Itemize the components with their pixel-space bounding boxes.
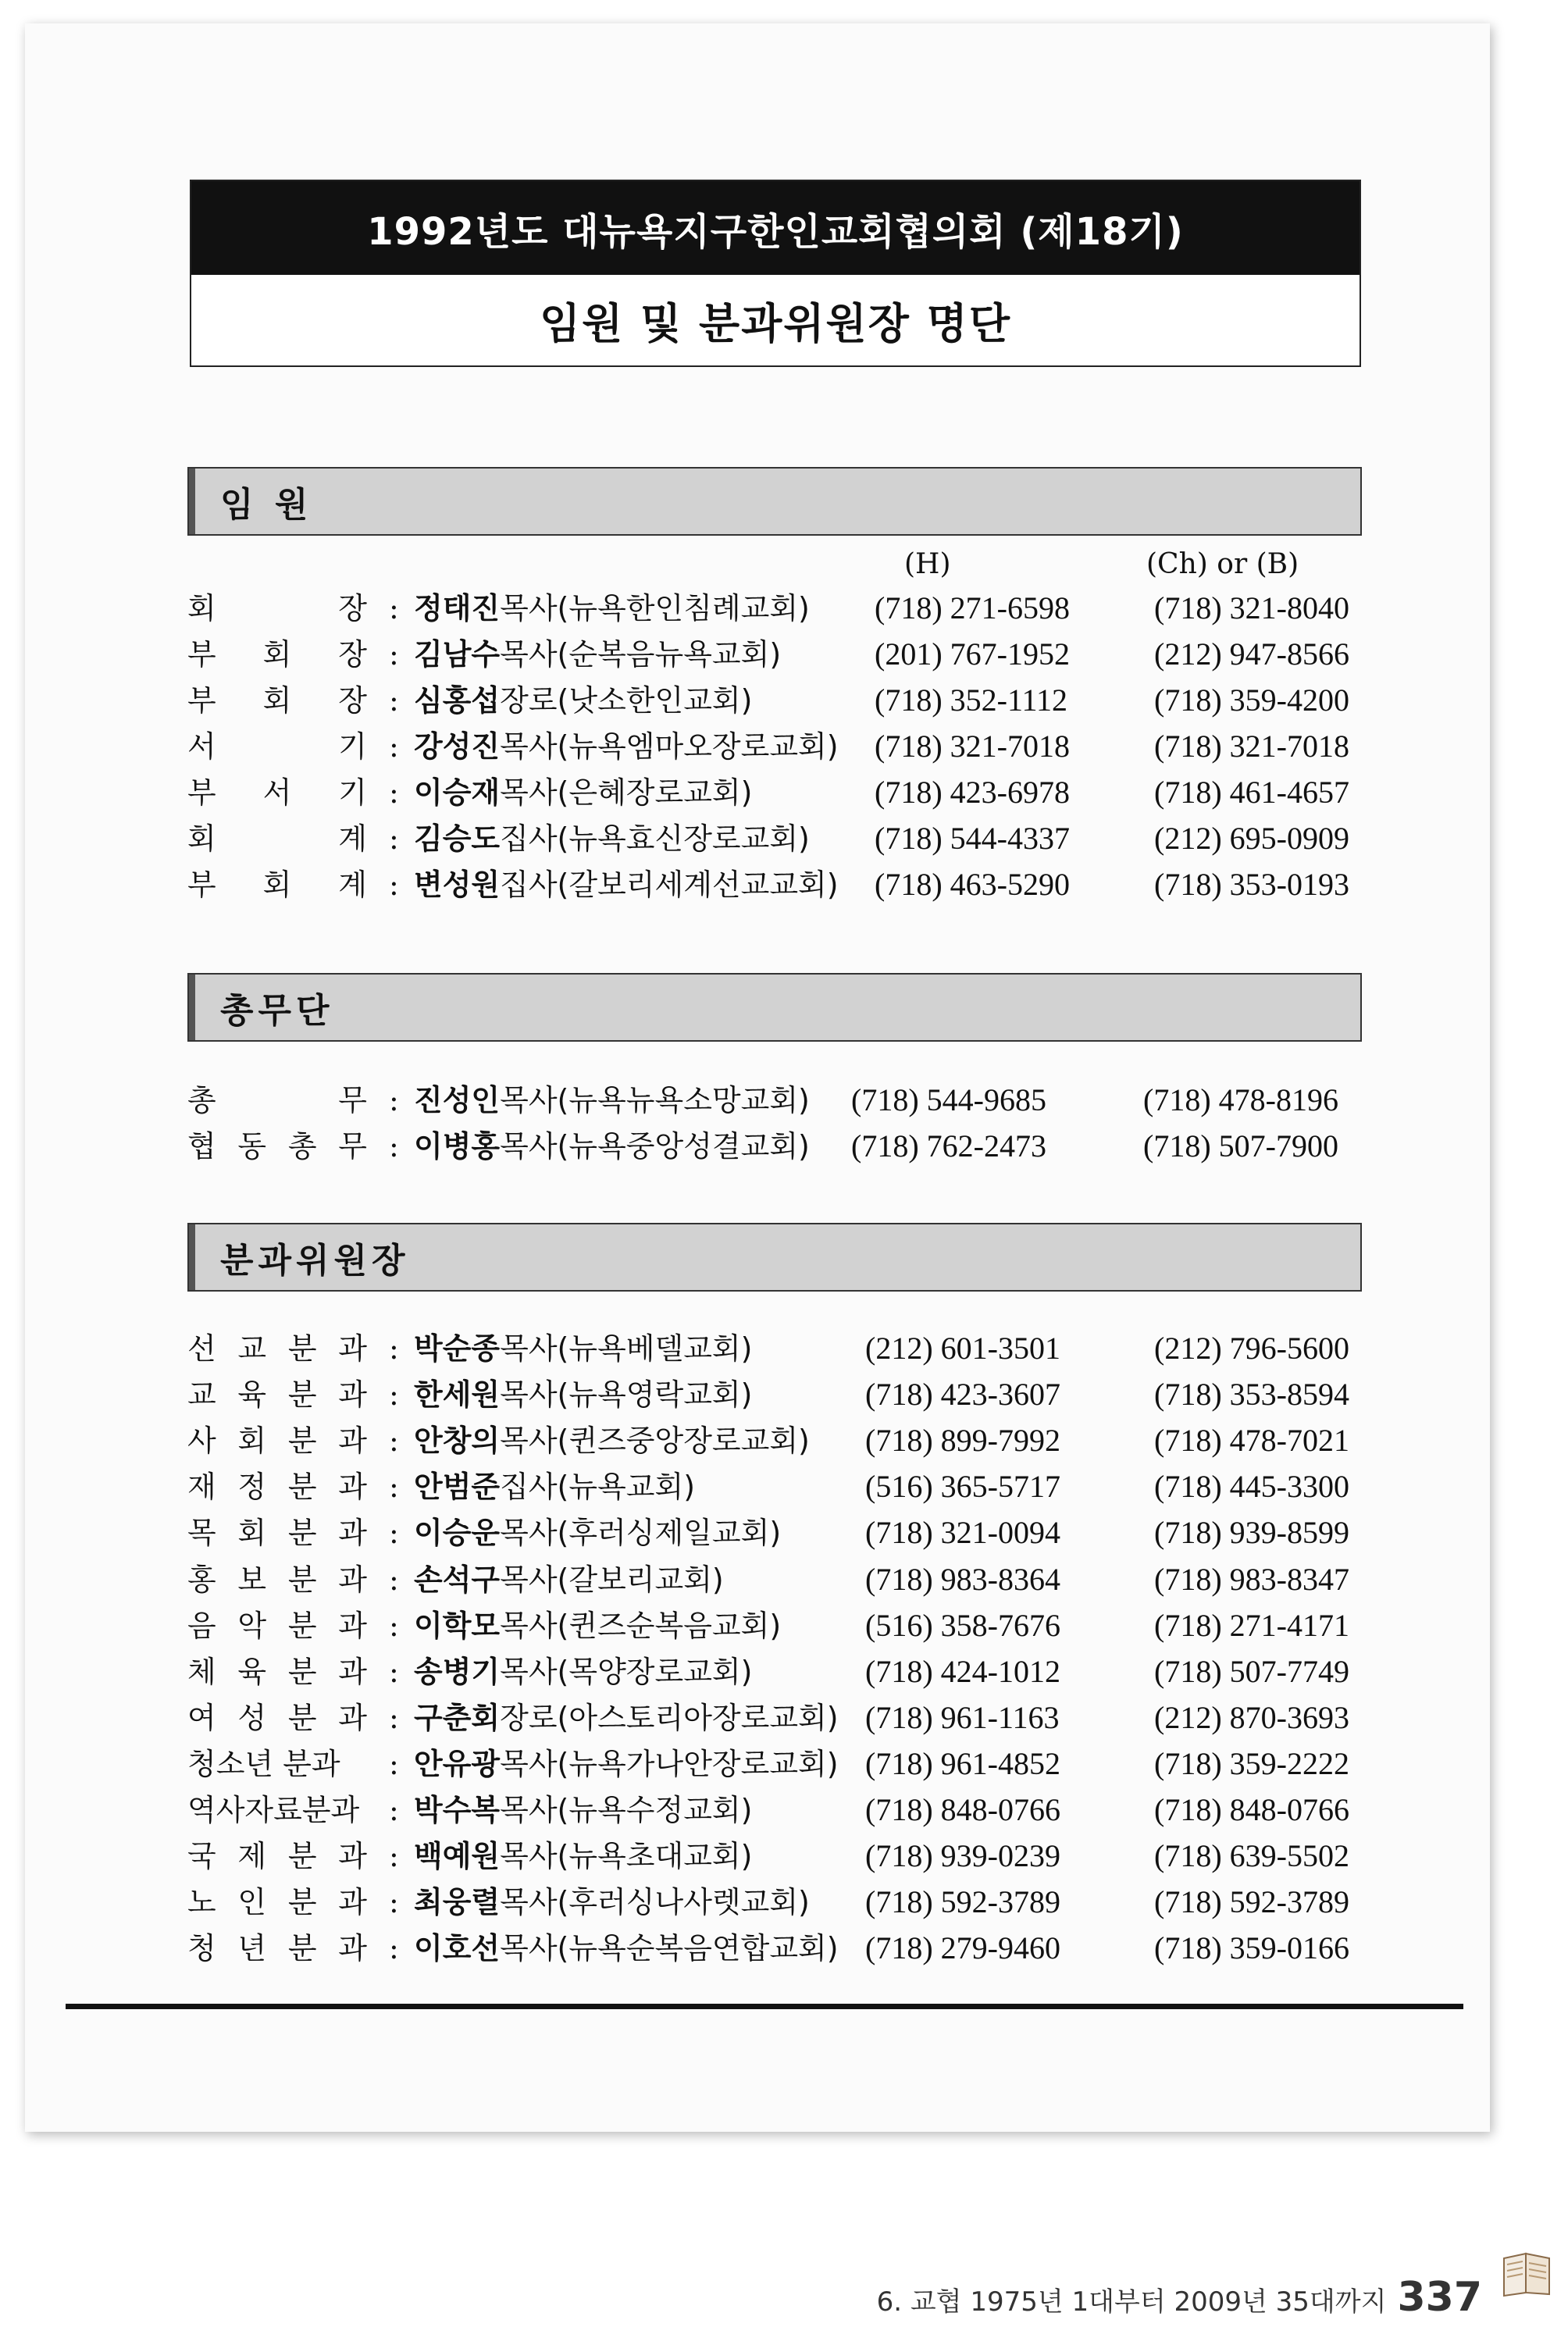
home-phone: (718) 544-4337: [875, 821, 1070, 856]
person-name: 이호선: [414, 1931, 501, 1965]
person-name: 안창의: [414, 1424, 501, 1458]
separator-colon: :: [389, 1129, 399, 1164]
person-title: 집사: [500, 821, 558, 856]
work-phone: (718) 848-0766: [1154, 1792, 1349, 1827]
person-title: 목사: [500, 1793, 558, 1827]
role-label: 역사자료분과: [187, 1793, 360, 1827]
table-row: [187, 1605, 1374, 1647]
home-phone: (718) 271-6598: [875, 590, 1070, 625]
separator-colon: :: [389, 591, 399, 625]
church-name: (갈보리세계선교교회): [557, 868, 839, 902]
person-entry: [414, 818, 810, 860]
church-name: (뉴욕가나안장로교회): [557, 1747, 839, 1781]
separator-colon: :: [389, 1563, 399, 1597]
church-name: (뉴욕영락교회): [557, 1377, 753, 1412]
person-name: 변성원: [414, 868, 501, 902]
table-row: [187, 1420, 1374, 1462]
church-name: (뉴욕수정교회): [557, 1793, 753, 1827]
work-phone: (718) 639-5502: [1154, 1838, 1349, 1873]
person-title: 목사: [500, 1331, 558, 1366]
separator-colon: :: [389, 1701, 399, 1735]
table-row: [187, 1466, 1374, 1508]
table-row: [187, 1125, 1374, 1167]
role-label: 부 서 기: [187, 775, 367, 810]
person-entry: [414, 1651, 752, 1693]
person-name: 이승재: [414, 775, 501, 810]
person-name: 한세원: [414, 1377, 501, 1412]
role-label: 선 교 분 과: [187, 1331, 367, 1366]
person-entry: [414, 1125, 810, 1167]
church-name: (뉴욕중앙성결교회): [557, 1129, 810, 1164]
person-entry: [414, 587, 810, 629]
role-label: 부 회 장: [187, 637, 367, 672]
table-row: [187, 1327, 1374, 1370]
person-name: 송병기: [414, 1655, 501, 1689]
church-name: (갈보리교회): [557, 1563, 724, 1597]
home-phone: (718) 939-0239: [865, 1838, 1060, 1873]
person-entry: [414, 1420, 810, 1462]
person-entry: [414, 1927, 839, 1969]
table-row: [187, 818, 1374, 860]
church-name: (아스토리아장로교회): [557, 1701, 839, 1735]
separator-colon: :: [389, 1793, 399, 1827]
person-entry: [414, 1789, 752, 1831]
church-name: (뉴욕한인침례교회): [557, 591, 810, 625]
church-name: (퀸즈순복음교회): [557, 1609, 782, 1643]
person-title: 목사: [500, 1377, 558, 1412]
person-title: 장로: [500, 1701, 558, 1735]
role-label: 총 무: [187, 1083, 367, 1117]
home-phone: (718) 423-6978: [875, 775, 1070, 810]
separator-colon: :: [389, 729, 399, 764]
table-row: [187, 1697, 1374, 1739]
person-name: 박수복: [414, 1793, 501, 1827]
role-label: 목 회 분 과: [187, 1516, 367, 1550]
person-entry: [414, 633, 781, 675]
person-entry: [414, 725, 839, 768]
separator-colon: :: [389, 821, 399, 856]
home-phone: (516) 358-7676: [865, 1608, 1060, 1643]
person-entry: [414, 1512, 781, 1554]
person-name: 진성인: [414, 1083, 501, 1117]
home-phone: (718) 352-1112: [875, 682, 1067, 718]
home-phone: (718) 762-2473: [851, 1128, 1046, 1164]
person-entry: [414, 1835, 752, 1877]
person-name: 이승운: [414, 1516, 501, 1550]
role-label: 음 악 분 과: [187, 1609, 367, 1643]
title-box: [190, 180, 1361, 367]
table-row: [187, 1374, 1374, 1416]
home-phone: (718) 848-0766: [865, 1792, 1060, 1827]
role-label: 부 회 계: [187, 868, 367, 902]
role-label: 홍 보 분 과: [187, 1563, 367, 1597]
work-phone: (718) 321-7018: [1154, 729, 1349, 764]
church-name: (뉴욕엠마오장로교회): [557, 729, 839, 764]
role-label: 협 동 총 무: [187, 1129, 367, 1164]
home-phone: (718) 983-8364: [865, 1562, 1060, 1597]
separator-colon: :: [389, 1331, 399, 1366]
table-row: [187, 772, 1374, 814]
person-name: 안유광: [414, 1747, 501, 1781]
table-row: [187, 1079, 1374, 1121]
table-row: [187, 1789, 1374, 1831]
person-title: 목사: [500, 1516, 558, 1550]
role-label: 회 계: [187, 821, 367, 856]
person-name: 김승도: [414, 821, 501, 856]
table-row: [187, 864, 1374, 906]
home-phone: (201) 767-1952: [875, 636, 1070, 672]
separator-colon: :: [389, 1609, 399, 1643]
work-phone: (718) 507-7749: [1154, 1654, 1349, 1689]
person-title: 목사: [500, 591, 558, 625]
work-phone: (718) 507-7900: [1143, 1128, 1338, 1164]
role-label: 청소년 분과: [187, 1747, 340, 1781]
person-entry: [414, 1743, 839, 1785]
role-label: 여 성 분 과: [187, 1701, 367, 1735]
work-phone: (718) 478-7021: [1154, 1423, 1349, 1458]
separator-colon: :: [389, 1839, 399, 1873]
table-row: [187, 725, 1374, 768]
person-name: 심홍섭: [414, 683, 501, 718]
home-phone: (718) 321-7018: [875, 729, 1070, 764]
church-name: (뉴욕효신장로교회): [557, 821, 810, 856]
table-row: [187, 1881, 1374, 1923]
person-title: 목사: [500, 775, 558, 810]
separator-colon: :: [389, 1424, 399, 1458]
separator-colon: :: [389, 1931, 399, 1965]
work-phone: (718) 353-0193: [1154, 867, 1349, 902]
separator-colon: :: [389, 1655, 399, 1689]
role-label: 교 육 분 과: [187, 1377, 367, 1412]
work-phone: (212) 870-3693: [1154, 1700, 1349, 1735]
role-label: 사 회 분 과: [187, 1424, 367, 1458]
separator-colon: :: [389, 1083, 399, 1117]
church-name: (뉴욕교회): [557, 1470, 696, 1504]
work-phone: (718) 939-8599: [1154, 1515, 1349, 1550]
footer-caption: 6. 교협 1975년 1대부터 2009년 35대까지: [876, 2286, 1387, 2318]
person-name: 이학모: [414, 1609, 501, 1643]
page-title: 1992년도 대뉴욕지구한인교회협의회 (제18기): [191, 181, 1360, 275]
column-header-home: (H): [904, 548, 951, 580]
separator-colon: :: [389, 683, 399, 718]
home-phone: (718) 961-4852: [865, 1746, 1060, 1781]
person-title: 목사: [500, 1424, 558, 1458]
person-title: 목사: [500, 1129, 558, 1164]
church-name: (낫소한인교회): [557, 683, 753, 718]
table-row: [187, 587, 1374, 629]
person-entry: [414, 1605, 781, 1647]
table-row: [187, 1512, 1374, 1554]
table-row: [187, 1927, 1374, 1969]
separator-colon: :: [389, 1377, 399, 1412]
table-row: [187, 1743, 1374, 1785]
person-entry: [414, 1559, 724, 1601]
person-name: 최웅렬: [414, 1885, 501, 1919]
page-subtitle: 임원 및 분과위원장 명단: [539, 298, 1012, 348]
person-title: 집사: [500, 868, 558, 902]
table-row: [187, 633, 1374, 675]
person-name: 정태진: [414, 591, 501, 625]
role-label: 재 정 분 과: [187, 1470, 367, 1504]
church-name: (후러싱제일교회): [557, 1516, 782, 1550]
church-name: (뉴욕순복음연합교회): [557, 1931, 839, 1965]
person-name: 손석구: [414, 1563, 501, 1597]
separator-colon: :: [389, 637, 399, 672]
work-phone: (718) 461-4657: [1154, 775, 1349, 810]
role-label: 체 육 분 과: [187, 1655, 367, 1689]
work-phone: (718) 359-4200: [1154, 682, 1349, 718]
separator-colon: :: [389, 1470, 399, 1504]
home-phone: (718) 899-7992: [865, 1423, 1060, 1458]
person-name: 백예원: [414, 1839, 501, 1873]
work-phone: (212) 796-5600: [1154, 1331, 1349, 1366]
person-name: 안범준: [414, 1470, 501, 1504]
person-name: 박순종: [414, 1331, 501, 1366]
person-title: 목사: [500, 729, 558, 764]
person-entry: [414, 679, 752, 722]
person-entry: [414, 1697, 839, 1739]
person-title: 목사: [500, 1885, 558, 1919]
section-header-officers: 임 원: [187, 467, 1362, 536]
person-title: 목사: [500, 1563, 558, 1597]
church-name: (목양장로교회): [557, 1655, 753, 1689]
person-entry: [414, 772, 752, 814]
person-entry: [414, 1079, 810, 1121]
role-label: 노 인 분 과: [187, 1885, 367, 1919]
home-phone: (718) 423-3607: [865, 1377, 1060, 1412]
work-phone: (718) 592-3789: [1154, 1884, 1349, 1919]
person-name: 김남수: [414, 637, 501, 672]
home-phone: (718) 424-1012: [865, 1654, 1060, 1689]
person-title: 목사: [500, 1083, 558, 1117]
work-phone: (212) 947-8566: [1154, 636, 1349, 672]
section-header-general-affairs: 총무단: [187, 973, 1362, 1042]
church-name: (퀸즈중앙장로교회): [557, 1424, 810, 1458]
work-phone: (718) 478-8196: [1143, 1082, 1338, 1117]
work-phone: (718) 445-3300: [1154, 1469, 1349, 1504]
table-row: [187, 1651, 1374, 1693]
work-phone: (718) 321-8040: [1154, 590, 1349, 625]
page-footer: [877, 2274, 1482, 2321]
person-entry: [414, 1374, 752, 1416]
work-phone: (212) 695-0909: [1154, 821, 1349, 856]
home-phone: (718) 321-0094: [865, 1515, 1060, 1550]
table-row: [187, 679, 1374, 722]
church-name: (후러싱나사렛교회): [557, 1885, 810, 1919]
work-phone: (718) 359-0166: [1154, 1930, 1349, 1965]
home-phone: (718) 961-1163: [865, 1700, 1060, 1735]
home-phone: (516) 365-5717: [865, 1469, 1060, 1504]
role-label: 회 장: [187, 591, 367, 625]
person-name: 이병홍: [414, 1129, 501, 1164]
person-title: 목사: [500, 1609, 558, 1643]
separator-colon: :: [389, 1885, 399, 1919]
role-label: 청 년 분 과: [187, 1931, 367, 1965]
separator-colon: :: [389, 1747, 399, 1781]
book-icon: [1499, 2249, 1554, 2299]
work-phone: (718) 983-8347: [1154, 1562, 1349, 1597]
separator-colon: :: [389, 775, 399, 810]
home-phone: (718) 592-3789: [865, 1884, 1060, 1919]
separator-colon: :: [389, 1516, 399, 1550]
church-name: (뉴욕초대교회): [557, 1839, 753, 1873]
person-entry: [414, 1466, 695, 1508]
page-number: 337: [1397, 2274, 1482, 2321]
work-phone: (718) 353-8594: [1154, 1377, 1349, 1412]
bottom-rule: [66, 2004, 1463, 2009]
person-title: 목사: [500, 1655, 558, 1689]
person-name: 강성진: [414, 729, 501, 764]
role-label: 국 제 분 과: [187, 1839, 367, 1873]
home-phone: (718) 279-9460: [865, 1930, 1060, 1965]
column-header-work: (Ch) or (B): [1146, 548, 1299, 580]
person-entry: [414, 1327, 752, 1370]
table-row: [187, 1559, 1374, 1601]
church-name: (순복음뉴욕교회): [557, 637, 782, 672]
table-row: [187, 1835, 1374, 1877]
person-title: 목사: [500, 1839, 558, 1873]
person-title: 장로: [500, 683, 558, 718]
person-title: 목사: [500, 1931, 558, 1965]
person-entry: [414, 1881, 810, 1923]
role-label: 부 회 장: [187, 683, 367, 718]
home-phone: (212) 601-3501: [865, 1331, 1060, 1366]
section-header-committees: 분과위원장: [187, 1223, 1362, 1292]
person-entry: [414, 864, 839, 906]
church-name: (뉴욕뉴욕소망교회): [557, 1083, 810, 1117]
work-phone: (718) 271-4171: [1154, 1608, 1349, 1643]
person-title: 목사: [500, 1747, 558, 1781]
person-name: 구춘회: [414, 1701, 501, 1735]
person-title: 목사: [500, 637, 558, 672]
role-label: 서 기: [187, 729, 367, 764]
person-title: 집사: [500, 1470, 558, 1504]
home-phone: (718) 463-5290: [875, 867, 1070, 902]
church-name: (은혜장로교회): [557, 775, 753, 810]
church-name: (뉴욕베델교회): [557, 1331, 753, 1366]
separator-colon: :: [389, 868, 399, 902]
work-phone: (718) 359-2222: [1154, 1746, 1349, 1781]
home-phone: (718) 544-9685: [851, 1082, 1046, 1117]
